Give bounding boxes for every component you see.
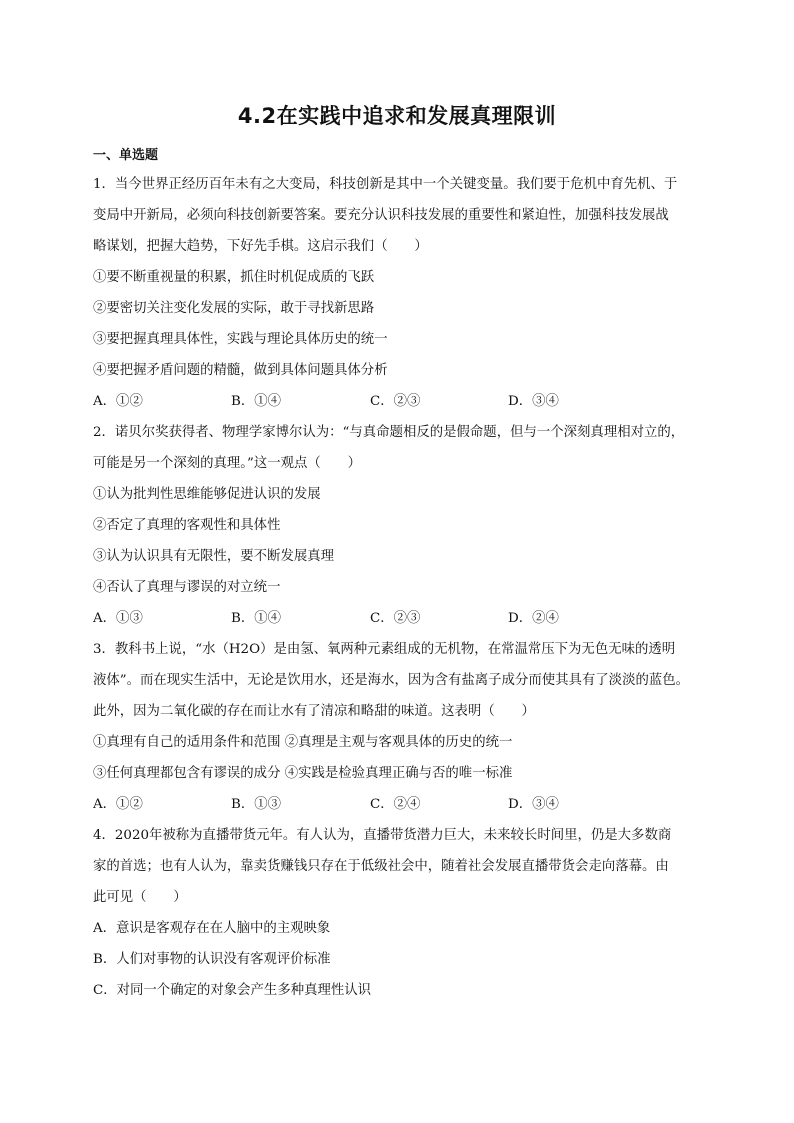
q2-stem-line-2: 可能是另一个深刻的真理。”这一观点（ ） (93, 456, 361, 471)
q1-item-1: ①要不断重视量的积累，抓住时机促成质的飞跃 (93, 270, 375, 285)
q3-option-c[interactable]: C．②④ (370, 797, 421, 812)
q2-item-3: ③认为认识具有无限性，要不断发展真理 (93, 549, 335, 564)
q3-stem-line-2: 液体”。而在现实生活中，无论是饮用水，还是海水，因为含有盐离子成分而使其具有了淡淡的蓝色。 (93, 673, 690, 688)
section-heading: 一、单选题 (93, 148, 159, 163)
q1-option-a[interactable]: A．①② (93, 394, 143, 409)
q3-stem-line-1: 3．教科书上说，“水（H2O）是由氢、氧两种元素组成的无机物，在常温常压下为无色无味的透明 (93, 642, 676, 657)
q3-option-a[interactable]: A．①② (93, 797, 143, 812)
q4-option-a[interactable]: A．意识是客观存在在人脑中的主观映象 (93, 921, 331, 936)
q1-option-c[interactable]: C．②③ (370, 394, 421, 409)
q3-option-b[interactable]: B．①③ (231, 797, 282, 812)
q4-option-c[interactable]: C．对同一个确定的对象会产生多种真理性认识 (93, 983, 372, 998)
q1-option-d[interactable]: D．③④ (508, 394, 559, 409)
q3-item-1: ①真理有自己的适用条件和范围 ②真理是主观与客观具体的历史的统一 (93, 735, 513, 750)
q1-option-b[interactable]: B．①④ (231, 394, 282, 409)
q2-option-d[interactable]: D．②④ (508, 611, 559, 626)
q2-options (93, 610, 708, 628)
q2-option-c[interactable]: C．②③ (370, 611, 421, 626)
q3-stem-line-3: 此外，因为二氧化碳的存在而让水有了清凉和略甜的味道。这表明（ ） (93, 704, 535, 719)
q2-option-b[interactable]: B．①④ (231, 611, 282, 626)
q1-stem-line-3: 略谋划，把握大趋势，下好先手棋。这启示我们（ ） (93, 239, 428, 254)
q3-options (93, 796, 708, 814)
q1-item-4: ④要把握矛盾问题的精髓，做到具体问题具体分析 (93, 363, 388, 378)
q1-item-3: ③要把握真理具体性，实践与理论具体历史的统一 (93, 332, 388, 347)
q1-options (93, 393, 708, 411)
q4-stem-line-3: 此可见（ ） (93, 890, 187, 905)
q3-item-2: ③任何真理都包含有谬误的成分 ④实践是检验真理正确与否的唯一标准 (93, 766, 513, 781)
q2-item-2: ②否定了真理的客观性和具体性 (93, 518, 281, 533)
q4-option-b[interactable]: B．人们对事物的认识没有客观评价标准 (93, 952, 331, 967)
q2-stem-line-1: 2．诺贝尔奖获得者、物理学家博尔认为：“与真命题相反的是假命题，但与一个深刻真理相对立的， (93, 425, 685, 440)
q1-stem-line-1: 1．当今世界正经历百年未有之大变局，科技创新是其中一个关键变量。我们要于危机中育先机、于 (93, 177, 678, 192)
q1-item-2: ②要密切关注变化发展的实际，敢于寻找新思路 (93, 301, 375, 316)
q3-option-d[interactable]: D．③④ (508, 797, 559, 812)
q1-stem-line-2: 变局中开新局，必须向科技创新要答案。要充分认识科技发展的重要性和紧迫性，加强科技发展战 (93, 208, 669, 223)
q4-stem-line-1: 4．2020年被称为直播带货元年。有人认为，直播带货潜力巨大，未来较长时间里，仍是大多数商 (93, 828, 672, 843)
q2-item-1: ①认为批判性思维能够促进认识的发展 (93, 487, 321, 502)
q2-option-a[interactable]: A．①③ (93, 611, 143, 626)
document-title: 4.2在实践中追求和发展真理限训 (237, 104, 557, 128)
q4-stem-line-2: 家的首选；也有人认为，靠卖货赚钱只存在于低级社会中，随着社会发展直播带货会走向落幕。由 (93, 859, 669, 874)
q2-item-4: ④否认了真理与谬误的对立统一 (93, 580, 281, 595)
